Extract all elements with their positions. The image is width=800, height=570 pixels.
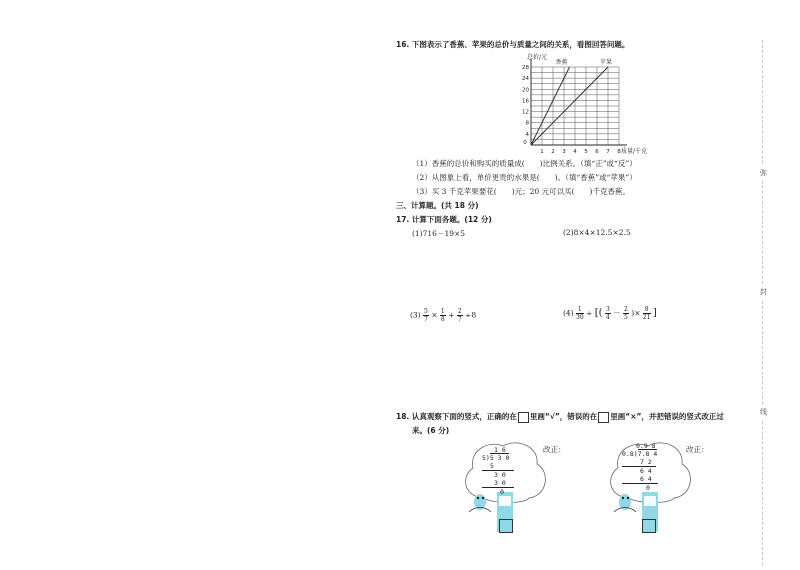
x-axis-label: 质量/千克 [621, 148, 648, 155]
margin-char-3: 线 [760, 405, 767, 419]
q17-part4: (4) $\frac{1}{30}$ ÷ [( $\frac{3}{4}$ － $\frac{2}{5}$ )× $\frac{8}{21}$ ] [563, 306, 657, 321]
y-tick-label: 16 [522, 98, 529, 105]
fraction: $\frac{5}{7}$ [424, 308, 428, 323]
q16-title: 16. 下图表示了香蕉、苹果的总价与质量之间的关系，看图回答问题。 [396, 40, 630, 49]
y-tick-label: 28 [522, 65, 529, 71]
fraction: $\frac{3}{4}$ [605, 306, 610, 321]
section3-title: 三、计算题。(共 18 分) [396, 201, 479, 210]
x-tick-label: 2 [551, 149, 555, 155]
price-weight-chart [505, 52, 655, 157]
y-tick-label: 12 [522, 109, 529, 116]
fraction: $\frac{1}{8}$ [440, 308, 445, 323]
q16-sub3: （3）买 3 千克苹果要花( )元；20 元可以买( )千克香蕉。 [412, 187, 630, 196]
fraction: $\frac{2}{5}$ [624, 306, 628, 321]
y-tick-label: 4 [525, 131, 529, 138]
fraction: $\frac{2}{7}$ [457, 308, 462, 323]
x-tick-label: 3 [562, 149, 566, 155]
q18-line1: 18. 认真观察下面的竖式，正确的在 里画“√”，错误的在 里画“×”，并把错误的竖式改正过 [396, 412, 724, 421]
series-label: 香蕉 [555, 59, 568, 66]
series-label: 苹果 [599, 59, 613, 66]
q16-sub2: （2）从图象上看，单价更贵的水果是( )。（填“香蕉”或“苹果”） [412, 173, 637, 182]
x-tick-label: 0 [523, 140, 527, 146]
y-tick-label: 20 [522, 87, 529, 94]
x-tick-label: 6 [595, 149, 599, 155]
margin-char-2: 封 [760, 285, 767, 299]
vertical-division-2: 0.9 8 0.8)7.8 4 7 2 6 4 6 4 0 [622, 442, 658, 492]
fraction: $\frac{1}{30}$ [576, 306, 584, 321]
check-box-2[interactable] [642, 519, 656, 533]
x-tick-label: 1 [540, 149, 544, 155]
x-tick-label: 4 [573, 149, 577, 155]
x-tick-label: 5 [584, 149, 588, 155]
x-tick-label: 8 [617, 149, 621, 155]
q17-part3: (3) $\frac{5}{7}$ × $\frac{1}{8}$ + $\frac{2}{7}$ ÷8 [410, 308, 477, 323]
q16-sub1: （1）香蕉的总价和购买的质量成( )比例关系。（填“正”或“反”） [412, 159, 637, 168]
binding-line [762, 40, 763, 565]
answer-box-icon [518, 412, 529, 423]
q17-title: 17. 计算下面各题。(12 分) [396, 215, 492, 224]
margin-char-1: 弥 [760, 166, 767, 180]
y-axis-label: 总价/元 [527, 54, 548, 61]
fraction: $\frac{8}{21}$ [642, 306, 651, 321]
y-tick-label: 8 [525, 120, 529, 127]
x-tick-label: 7 [606, 149, 610, 155]
correction-label-1: 改正： [543, 445, 566, 454]
q17-part2: (2)8×4×12.5×2.5 [563, 228, 631, 237]
correction-label-2: 改正： [686, 445, 709, 454]
check-box-1[interactable] [499, 519, 513, 533]
vertical-division-1: 1 6 5)5 3 0 5 3 0 3 0 0 [482, 446, 514, 496]
answer-box-icon [598, 412, 609, 423]
q17-part1: (1)716－19×5 [412, 229, 466, 238]
y-tick-label: 24 [522, 76, 529, 83]
q18-line2: 来。(6 分) [412, 426, 450, 435]
